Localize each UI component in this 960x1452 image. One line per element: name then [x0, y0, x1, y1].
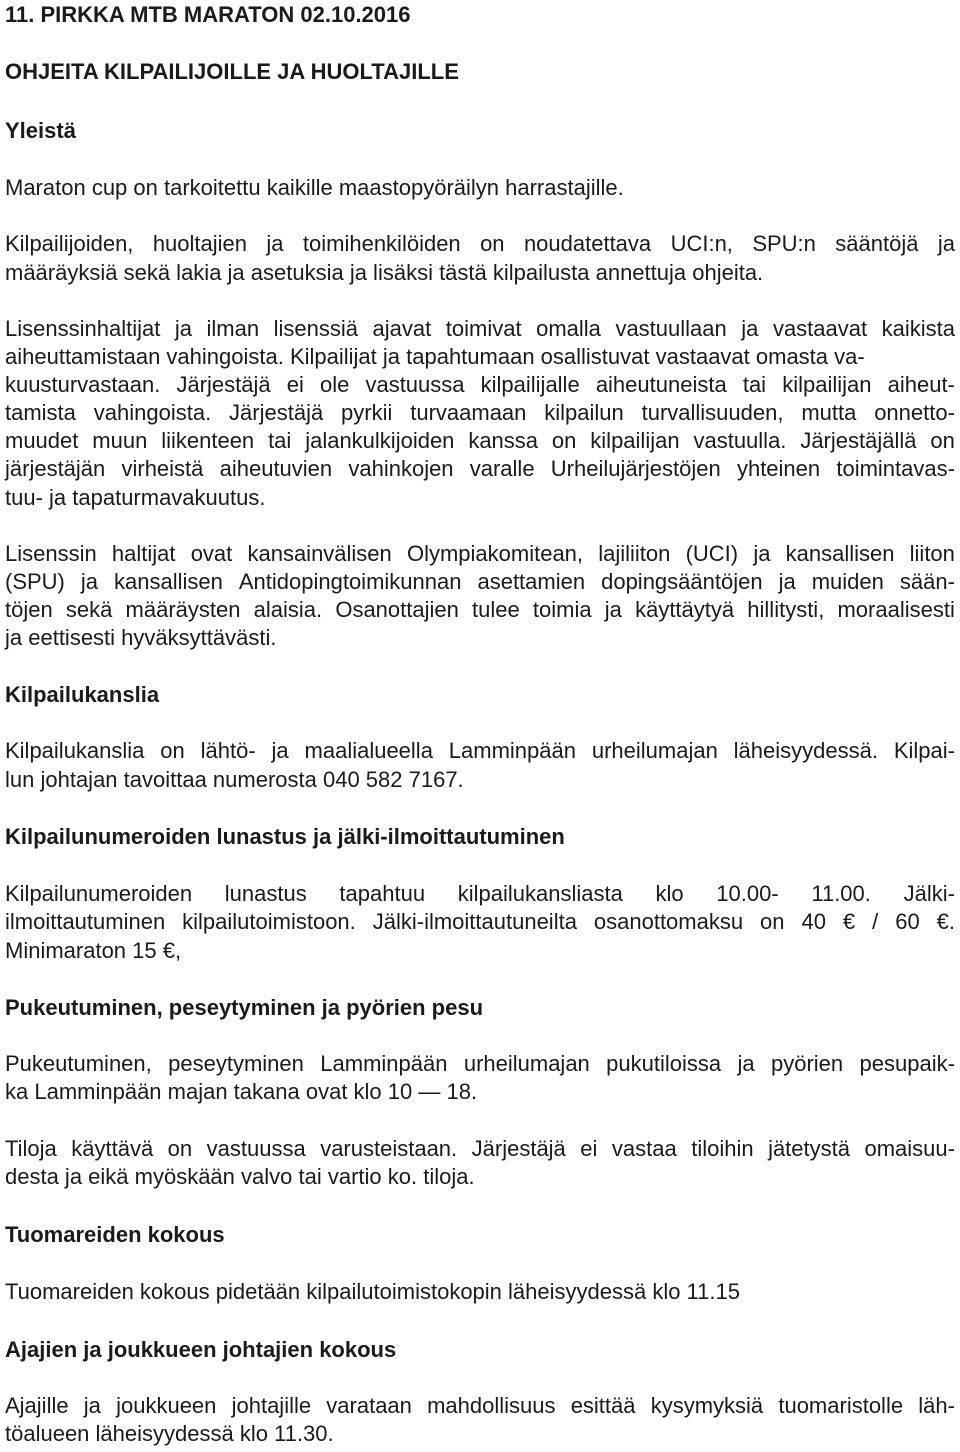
word: Järjestäjä	[471, 1136, 566, 1161]
word: (SPU)	[5, 569, 65, 594]
word: 11.00.	[811, 881, 871, 906]
word: Urheilujärjestöjen	[550, 456, 721, 481]
word: pyörien	[771, 1051, 844, 1076]
word: aiheut-	[887, 372, 955, 397]
word: Kilpai-	[893, 738, 955, 763]
word: vastuulla.	[693, 428, 787, 453]
word: sään-	[899, 569, 955, 594]
word: kansallisen	[114, 569, 223, 594]
word: toimia	[532, 597, 592, 622]
word: Tiloja	[5, 1136, 57, 1161]
word: ja	[937, 231, 955, 256]
word: asettamien	[477, 569, 586, 594]
paragraph-line: ja eettisesti hyväksyttävästi.	[5, 625, 277, 650]
paragraph-line	[5, 315, 955, 342]
word: aiheutuneista	[595, 372, 727, 397]
paragraph-line: töalueen läheisyydessä klo 11.30.	[5, 1421, 334, 1446]
word: €.	[936, 909, 955, 934]
word: Lamminpään	[448, 738, 576, 763]
word: tiloihin	[691, 1136, 754, 1161]
paragraph-line: lun johtajan tavoittaa numerosta 040 582 7167.	[5, 767, 464, 792]
word: kilpailijalle	[480, 372, 580, 397]
paragraph-line: määräyksiä sekä lakia ja asetuksia ja lisäksi tästä kilpailusta annettuja ohjeita.	[5, 260, 764, 285]
word: jätetystä	[768, 1136, 850, 1161]
word: peseytyminen	[168, 1051, 304, 1076]
word: esittää	[570, 1393, 636, 1418]
word: muudet	[5, 428, 79, 453]
word: joukkueen	[116, 1393, 217, 1418]
word: ilmoittautuminen	[5, 909, 166, 934]
paragraph-line	[5, 230, 955, 257]
word: aiheutuvien	[219, 456, 333, 481]
word: maalialueella	[304, 738, 433, 763]
word: onnetto-	[874, 400, 955, 425]
word: vahinkojen	[348, 456, 454, 481]
word: vahingoista.	[93, 400, 212, 425]
word: ei	[580, 1136, 598, 1161]
word: Antidopingtoimikunnan	[238, 569, 462, 594]
word: muun	[92, 428, 148, 453]
word: ja	[753, 541, 771, 566]
word: on	[160, 738, 185, 763]
word: sääntöjä	[835, 231, 919, 256]
word: on	[480, 231, 505, 256]
word: mutta	[801, 400, 857, 425]
word: ja	[741, 316, 759, 341]
word: tuomaristolle	[778, 1393, 904, 1418]
paragraph-line	[5, 568, 955, 595]
word: lajiliiton	[598, 541, 671, 566]
word: ja	[737, 1051, 755, 1076]
word: ajavat	[372, 316, 432, 341]
word: Järjestäjä	[229, 400, 324, 425]
word: Järjestäjällä	[800, 428, 917, 453]
word: ja	[266, 231, 284, 256]
word: urheilumajan	[591, 738, 718, 763]
word: jalankulkijoiden	[305, 428, 455, 453]
paragraph-line	[5, 371, 955, 398]
word: Osanottajien	[335, 597, 459, 622]
word: kansainvälisen	[247, 541, 392, 566]
word: määräysten	[125, 597, 241, 622]
word: vastuussa	[365, 372, 465, 397]
word: sekä	[65, 597, 113, 622]
word: kilpailijan	[590, 428, 680, 453]
word: klo	[655, 881, 684, 906]
word: huoltajien	[152, 231, 247, 256]
word: 40	[801, 909, 826, 934]
word: turvaamaan	[410, 400, 527, 425]
document-subtitle: OHJEITA KILPAILIJOILLE JA HUOLTAJILLE	[5, 59, 459, 84]
paragraph-line: Minimaraton 15 €,	[5, 938, 182, 963]
word: ja	[271, 738, 289, 763]
paragraph-line: ka Lamminpään majan takana ovat klo 10 — 18.	[5, 1079, 478, 1104]
word: 10.00-	[716, 881, 779, 906]
word: UCI:n,	[670, 231, 733, 256]
word: Kilpailunumeroiden	[5, 881, 193, 906]
document-title: 11. PIRKKA MTB MARATON 02.10.2016	[5, 2, 411, 27]
word: varalle	[469, 456, 535, 481]
word: toimintavas-	[836, 456, 955, 481]
word: töjen	[5, 597, 53, 622]
word: kansallisen	[785, 541, 895, 566]
word: pyrkii	[341, 400, 393, 425]
word: johtajille	[231, 1393, 312, 1418]
word: Pukeutuminen,	[5, 1051, 152, 1076]
word: Olympiakomitean,	[406, 541, 584, 566]
word: kilpailukansliasta	[457, 881, 623, 906]
word: on	[930, 428, 955, 453]
word: mahdollisuus	[427, 1393, 556, 1418]
word: liiton	[909, 541, 955, 566]
section-heading-kilpailukanslia: Kilpailukanslia	[5, 682, 160, 707]
word: kilpailijan	[782, 372, 872, 397]
paragraph-line	[5, 596, 955, 623]
paragraph-line	[5, 427, 955, 454]
word: €	[842, 909, 856, 934]
paragraph-line	[5, 908, 955, 935]
paragraph-line	[5, 737, 955, 764]
word: turvallisuuden,	[641, 400, 784, 425]
word: ilman	[206, 316, 260, 341]
word: tamista	[5, 400, 76, 425]
word: tai	[742, 372, 767, 397]
word: kanssa	[468, 428, 539, 453]
word: yhteinen	[736, 456, 821, 481]
word: Jälki-	[903, 881, 955, 906]
word: pukutiloissa	[606, 1051, 722, 1076]
word: ja	[80, 569, 99, 594]
word: ovat	[190, 541, 233, 566]
word: osanottomaksu	[593, 909, 744, 934]
word: vastaavat	[772, 316, 868, 341]
section-heading-pukeutuminen: Pukeutuminen, peseytyminen ja pyörien pesu	[5, 995, 484, 1020]
word: lunastus	[224, 881, 307, 906]
word: toimivat	[445, 316, 522, 341]
word: käyttäytyä	[635, 597, 735, 622]
word: ei	[286, 372, 304, 397]
paragraph-line: tuu- ja tapaturmavakuutus.	[5, 485, 266, 510]
word: urheilumajan	[463, 1051, 590, 1076]
paragraph-line	[5, 540, 955, 567]
word: varataan	[326, 1393, 412, 1418]
word: käyttävä	[71, 1136, 154, 1161]
word: Jälki-ilmoittautuneilta	[372, 909, 577, 934]
word: läheisyydessä.	[733, 738, 878, 763]
section-heading-numerot: Kilpailunumeroiden lunastus ja jälki-ilmoittautuminen	[5, 824, 565, 849]
word: Ajajille	[5, 1393, 69, 1418]
word: moraalisesti	[837, 597, 955, 622]
word: liikenteen	[161, 428, 255, 453]
paragraph-line	[5, 399, 955, 426]
word: ja	[778, 569, 796, 594]
word: Järjestäjä	[176, 372, 271, 397]
word: pesupaik-	[859, 1051, 955, 1076]
word: /	[872, 909, 879, 934]
word: Lamminpään	[320, 1051, 448, 1076]
word: (UCI)	[685, 541, 739, 566]
paragraph-line: desta ja eikä myöskään valvo tai vartio ko. tiloja.	[5, 1164, 475, 1189]
word: on	[551, 428, 577, 453]
word: alaisia.	[253, 597, 323, 622]
word: tai	[268, 428, 292, 453]
word: toimihenkilöiden	[302, 231, 461, 256]
word: kilpailutoimistoon.	[182, 909, 356, 934]
section-heading-yleista: Yleistä	[5, 118, 76, 143]
word: tulee	[472, 597, 520, 622]
word: dopingsääntöjen	[601, 569, 763, 594]
word: ja	[174, 316, 192, 341]
word: kuusturvastaan.	[5, 372, 161, 397]
paragraph-line	[5, 455, 955, 482]
word: Kilpailukanslia	[5, 738, 145, 763]
paragraph-line	[5, 1135, 955, 1162]
paragraph-line	[5, 880, 955, 907]
word: ja	[83, 1393, 101, 1418]
word: vastaa	[611, 1136, 677, 1161]
word: lähtö-	[200, 738, 256, 763]
paragraph-line: Tuomareiden kokous pidetään kilpailutoimistokopin läheisyydessä klo 11.15	[5, 1279, 740, 1304]
paragraph-line	[5, 1050, 955, 1077]
word: omaisuu-	[864, 1136, 955, 1161]
word: kysymyksiä	[650, 1393, 764, 1418]
word: tapahtuu	[339, 881, 426, 906]
word: hillitysti,	[747, 597, 825, 622]
word: SPU:n	[752, 231, 816, 256]
word: noudatettava	[523, 231, 652, 256]
word: varusteistaan.	[320, 1136, 458, 1161]
word: lisenssiä	[273, 316, 358, 341]
word: järjestäjän	[5, 456, 106, 481]
word: ole	[319, 372, 350, 397]
section-heading-ajajat: Ajajien ja joukkueen johtajien kokous	[5, 1337, 397, 1362]
word: vastuullaan	[615, 316, 727, 341]
word: läh-	[918, 1393, 955, 1418]
word: vastuussa	[206, 1136, 306, 1161]
paragraph-line	[5, 1392, 955, 1419]
word: virheistä	[121, 456, 204, 481]
word: ja	[604, 597, 622, 622]
word: Lisenssinhaltijat	[5, 316, 161, 341]
word: Lisenssin	[5, 541, 97, 566]
word: Kilpailijoiden,	[5, 231, 134, 256]
word: muiden	[811, 569, 884, 594]
section-heading-tuomarit: Tuomareiden kokous	[5, 1222, 225, 1247]
word: on	[760, 909, 785, 934]
word: 60	[895, 909, 920, 934]
word: on	[167, 1136, 193, 1161]
paragraph-line: Maraton cup on tarkoitettu kaikille maastopyöräilyn harrastajille.	[5, 175, 624, 200]
word: kaikista	[881, 316, 955, 341]
word: kilpailun	[544, 400, 624, 425]
word: omalla	[536, 316, 601, 341]
word: haltijat	[111, 541, 176, 566]
paragraph-line: aiheuttamistaan vahingoista. Kilpailijat ja tapahtumaan osallistuvat vastaavat omasta va-	[5, 344, 865, 369]
